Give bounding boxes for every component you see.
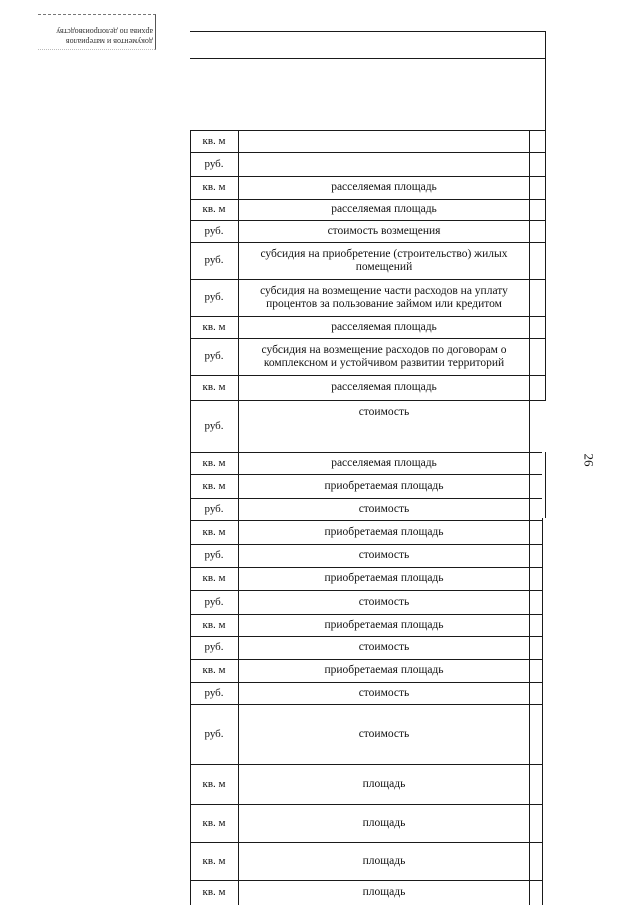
unit-cell: кв. м — [202, 134, 226, 147]
description-cell: субсидия на возмещение части расходов на уплату процентов за пользование займом или кредитом — [260, 284, 508, 310]
unit-cell: кв. м — [202, 572, 226, 584]
unit-cell: кв. м — [202, 381, 226, 393]
description-cell: расселяемая площадь — [331, 320, 437, 333]
unit-cell: кв. м — [202, 203, 226, 215]
unit-cell: кв. м — [202, 816, 226, 829]
unit-cell: кв. м — [202, 525, 226, 538]
description-cell: расселяемая площадь — [331, 203, 437, 215]
unit-cell: кв. м — [202, 854, 226, 867]
unit-cell: руб. — [204, 502, 224, 515]
description-cell: стоимость — [358, 502, 410, 515]
description-cell: расселяемая площадь — [331, 456, 437, 469]
description-cell: приобретаемая площадь — [324, 572, 444, 584]
unit-cell: руб. — [204, 157, 224, 170]
unit-cell: кв. м — [202, 320, 226, 333]
archive-stamp — [38, 14, 156, 50]
outer-right-border — [545, 452, 546, 518]
description-cell: площадь — [362, 777, 406, 790]
unit-cell: кв. м — [202, 664, 226, 676]
unit-cell: руб. — [204, 350, 224, 362]
description-cell: субсидия на приобретение (строительство) жилых помещений — [260, 247, 508, 273]
description-cell: приобретаемая площадь — [324, 525, 444, 538]
unit-cell: руб. — [204, 686, 224, 699]
unit-cell: руб. — [204, 549, 224, 561]
unit-cell: кв. м — [202, 618, 226, 631]
description-cell — [238, 130, 530, 152]
description-cell: площадь — [362, 854, 406, 867]
unit-cell: руб. — [204, 419, 224, 432]
unit-cell: кв. м — [202, 886, 226, 898]
header-right-border — [545, 31, 546, 130]
outer-right-border — [545, 130, 546, 400]
header-rule — [190, 58, 546, 59]
unit-cell: руб. — [204, 224, 224, 237]
unit-cell: руб. — [204, 291, 224, 303]
description-cell: приобретаемая площадь — [324, 479, 444, 492]
description-cell: стоимость возмещения — [327, 224, 441, 237]
unit-cell: руб. — [204, 641, 224, 653]
unit-cell: кв. м — [202, 456, 226, 469]
stamp-line-1: документов и материалов — [65, 37, 153, 46]
page-number: 26 — [581, 453, 597, 467]
description-cell: расселяемая площадь — [331, 381, 437, 393]
description-cell — [238, 152, 530, 176]
header-rule — [190, 31, 546, 32]
description-cell: стоимость — [358, 406, 410, 418]
outer-right-border — [542, 518, 543, 905]
description-cell: площадь — [362, 886, 406, 898]
description-cell: приобретаемая площадь — [324, 618, 444, 631]
stamp-line-2: архива по делопроизводству — [56, 27, 153, 36]
unit-cell: кв. м — [202, 479, 226, 492]
description-cell: субсидия на возмещение расходов по договорам о комплексном и устойчивом развитии территорий — [261, 343, 507, 369]
unit-cell: руб. — [204, 595, 224, 608]
description-cell: площадь — [362, 816, 406, 829]
description-cell: стоимость — [358, 686, 410, 699]
description-cell: приобретаемая площадь — [324, 664, 444, 676]
description-cell: стоимость — [358, 549, 410, 561]
description-cell: стоимость — [358, 727, 410, 740]
unit-cell: руб. — [204, 254, 224, 266]
description-cell: стоимость — [358, 595, 410, 608]
description-cell: стоимость — [358, 641, 410, 653]
unit-cell: кв. м — [202, 777, 226, 790]
unit-cell: кв. м — [202, 181, 226, 193]
description-cell: расселяемая площадь — [331, 181, 437, 193]
unit-cell: руб. — [204, 727, 224, 740]
